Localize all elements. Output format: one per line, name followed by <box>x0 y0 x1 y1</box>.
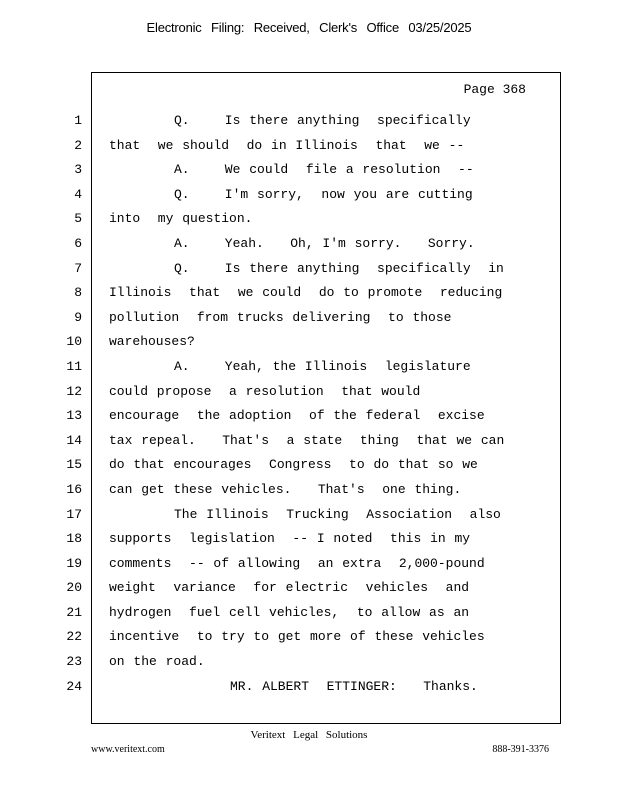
transcript-line <box>0 625 618 650</box>
transcript-line <box>0 552 618 577</box>
line-number: 20 <box>66 580 82 596</box>
line-number: 15 <box>66 457 82 473</box>
line-text: encourage the adoption of the federal excise <box>109 408 485 424</box>
line-number: 9 <box>74 309 82 325</box>
transcript-line <box>0 183 618 208</box>
transcript-line <box>0 650 618 675</box>
line-text: weight variance for electric vehicles and <box>109 580 470 596</box>
line-number: 12 <box>66 383 82 399</box>
transcript-line <box>0 675 618 700</box>
line-number: 8 <box>74 285 82 301</box>
line-text: on the road. <box>109 654 205 670</box>
transcript-line <box>0 380 618 405</box>
line-text: The Illinois Trucking Association also <box>174 506 501 522</box>
transcript-line <box>0 404 618 429</box>
line-text: tax repeal. That's a state thing that we can <box>109 432 505 448</box>
transcript-line <box>0 478 618 503</box>
transcript-line <box>0 281 618 306</box>
footer-phone: 888-391-3376 <box>492 744 549 755</box>
transcript-line <box>0 453 618 478</box>
line-text: do that encourages Congress to do that so we <box>109 457 478 473</box>
transcript-line <box>0 601 618 626</box>
line-text: warehouses? <box>109 334 195 350</box>
line-number: 14 <box>66 432 82 448</box>
line-number: 3 <box>74 162 82 178</box>
line-text: could propose a resolution that would <box>109 383 421 399</box>
line-number: 18 <box>66 531 82 547</box>
line-text: incentive to try to get more of these vehicles <box>109 629 485 645</box>
transcript-line <box>0 207 618 232</box>
transcript-lines <box>0 109 618 699</box>
line-number: 7 <box>74 260 82 276</box>
page-number: Page 368 <box>463 82 526 97</box>
transcript-line <box>0 232 618 257</box>
transcript-line <box>0 429 618 454</box>
line-number: 4 <box>74 186 82 202</box>
line-text: pollution from trucks delivering to those <box>109 309 452 325</box>
transcript-line <box>0 330 618 355</box>
line-number: 1 <box>74 113 82 128</box>
line-number: 13 <box>66 408 82 424</box>
transcript-line <box>0 158 618 183</box>
line-number: 23 <box>66 654 82 670</box>
footer-company: Veritext Legal Solutions <box>250 729 368 741</box>
transcript-line <box>0 503 618 528</box>
line-number: 11 <box>66 358 82 374</box>
transcript-line <box>0 355 618 380</box>
transcript-line <box>0 134 618 159</box>
line-number: 6 <box>74 235 82 251</box>
line-text: hydrogen fuel cell vehicles, to allow as an <box>109 604 470 620</box>
line-number: 21 <box>66 604 82 620</box>
line-text: A. Yeah, the Illinois legislature <box>174 358 471 374</box>
line-text: can get these vehicles. That's one thing. <box>109 481 462 497</box>
line-text: Q. I'm sorry, now you are cutting <box>174 186 473 202</box>
filing-stamp: Electronic Filing: Received, Clerk's Office 03/25/2025 <box>146 20 472 35</box>
line-number: 16 <box>66 481 82 497</box>
line-number: 2 <box>74 137 82 153</box>
transcript-line <box>0 109 618 134</box>
line-number: 17 <box>66 506 82 522</box>
line-number: 22 <box>66 629 82 645</box>
transcript-line <box>0 257 618 282</box>
line-text: comments -- of allowing an extra 2,000-pound <box>109 555 485 571</box>
line-number: 10 <box>66 334 82 350</box>
line-text: MR. ALBERT ETTINGER: Thanks. <box>230 678 478 694</box>
line-text: that we should do in Illinois that we -- <box>109 137 465 153</box>
footer-website: www.veritext.com <box>91 744 165 755</box>
line-text: Illinois that we could do to promote reducing <box>109 285 503 301</box>
transcript-line <box>0 527 618 552</box>
line-text: Q. Is there anything specifically <box>174 113 471 128</box>
line-number: 24 <box>66 678 82 694</box>
transcript-line <box>0 306 618 331</box>
line-text: A. Yeah. Oh, I'm sorry. Sorry. <box>174 235 475 251</box>
line-number: 19 <box>66 555 82 571</box>
line-text: supports legislation -- I noted this in my <box>109 531 471 547</box>
line-number: 5 <box>74 211 82 227</box>
transcript-line <box>0 576 618 601</box>
line-text: A. We could file a resolution -- <box>174 162 474 178</box>
line-text: Q. Is there anything specifically in <box>174 260 504 276</box>
line-text: into my question. <box>109 211 253 227</box>
